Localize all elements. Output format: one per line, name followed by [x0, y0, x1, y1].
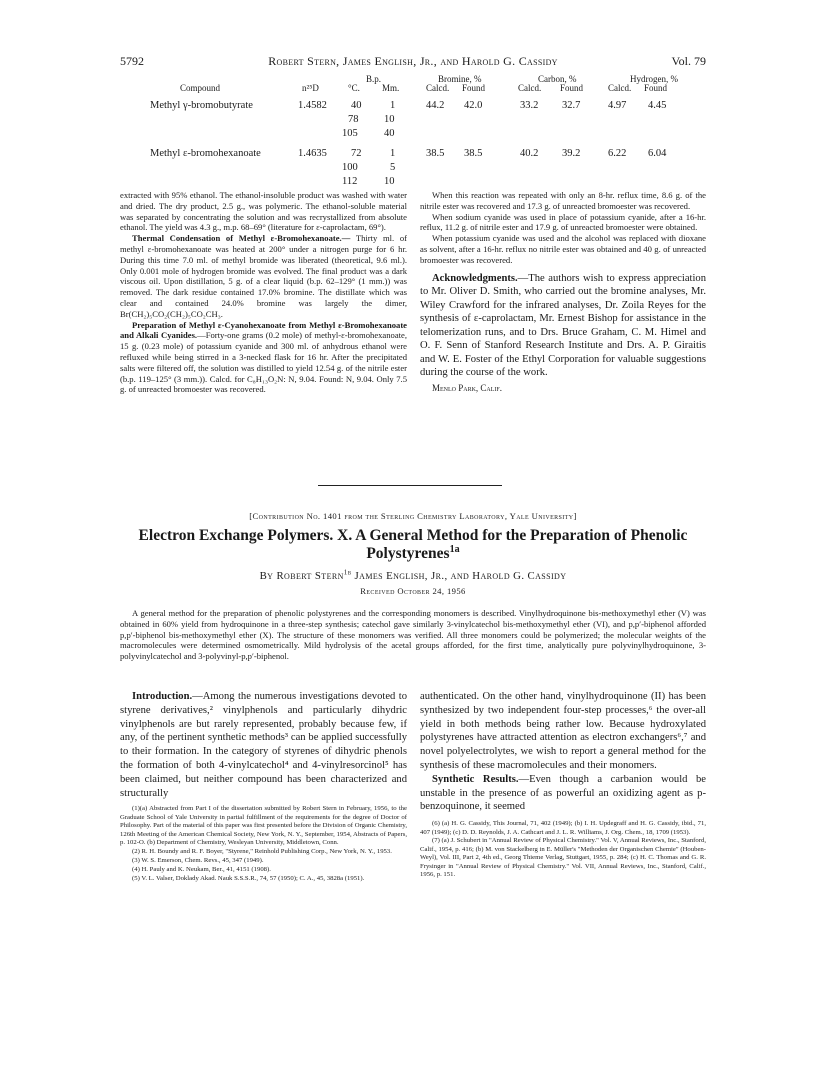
paragraph: [120, 233, 407, 319]
paragraph: authenticated. On the other hand, vinylhydroquinone (II) has been synthesized by two independent four-step processes,⁶ the over-all yield in both methods being rather low. Because hydroxylated polystyrenes have attracted attention as electron exchangers⁶,⁷ and novel polyelectrolytes, we wish to report a general method for the synthesis of these macromolecules and their monomers.: [420, 691, 706, 771]
table-head-found: Found: [644, 83, 668, 93]
footnote: (7) (a) J. Schubert in "Annual Review of Physical Chemistry." Vol. V, Annual Reviews, Inc., Stanford, Calif., 1954, p. 416; (b) M. von Stackelberg in E. Müller's "Methoden der Organischen Chemie" (Houben-Weyl), Vol. III, Part 2, 4th ed., Georg Thieme Verlag, Stuttgart, 1955, p. 284; (c) H. C. Thomas and G. R. Frysinger in "Annual Review of Physical Chemistry." Vol. VII, Annual Reviews, Inc., Stanford, Calif., 1956, p. 151.: [420, 837, 706, 879]
table-head-found: Found: [560, 83, 584, 93]
table-head-bp: B.p.: [366, 74, 382, 84]
acknowledgments: [420, 272, 706, 380]
table-cell-br-found: 38.5: [464, 148, 483, 159]
table-cell-h-calcd: 4.97: [608, 100, 627, 111]
section-heading: Introduction.: [132, 691, 193, 702]
table-head-calcd: Calcd.: [608, 83, 632, 93]
lower-left-column: [120, 690, 407, 884]
footnote-mark: 1a: [449, 543, 460, 555]
table-head-nd: n²⁵D: [302, 83, 319, 93]
running-authors: Robert Stern, James English, Jr., and Harold G. Cassidy: [268, 54, 558, 68]
table-cell-bp-temp: 112: [342, 176, 358, 187]
table-cell-bp-temp: 105: [342, 128, 358, 139]
table-cell-bp-temp: 40: [351, 100, 362, 111]
paragraph: extracted with 95% ethanol. The ethanol-insoluble product was washed with water and dried. The dry product, 2.5 g., was polymeric. The ethanol-soluble material was separated by concentrating the solution and was recrystallized from absolute ethanol. The yield was 4.3 g., m.p. 68–69° (literature for ε-caprolactam, 69°).: [120, 190, 407, 233]
table-cell-bp-mm: 40: [384, 128, 395, 139]
divider: [318, 485, 502, 486]
table-cell-c-found: 39.2: [562, 148, 581, 159]
table-cell-compound: Methyl ε-bromohexanoate: [150, 148, 261, 159]
paragraph: [120, 690, 407, 800]
byline-text: James English, Jr., and Harold G. Cassidy: [351, 570, 567, 582]
table-cell-bp-mm: 5: [390, 162, 396, 173]
table-head-degc: °C.: [348, 83, 360, 93]
table-head-mm: Mm.: [382, 83, 400, 93]
table-cell-h-calcd: 6.22: [608, 148, 627, 159]
table-head-bromine: Bromine, %: [438, 74, 482, 84]
paragraph-text: —Forty-one grams (0.2 mole) of methyl-ε-bromohexanoate, 15 g. (0.23 mole) of potassium cyanide and 300 ml. of anhydrous ethanol were refluxed while being stirred in a 3-necked flask for 16 hr. After the precipitated salts were filtered off, the solution was distilled to yield 12.54 g. of the nitrile ester (b.p. 119–125° (3 mm.)). Calcd. for C₈H₁₃O₂N: N, 9.04. Found: N, 9.04. Only 7.5 g. of unreacted bromoester was recovered.: [120, 330, 408, 395]
table-head-compound: Compound: [180, 83, 221, 93]
footnote: (3) W. S. Emerson, Chem. Revs., 45, 347 (1949).: [132, 856, 264, 864]
paragraph-text: —The authors wish to express appreciation to Mr. Oliver D. Smith, who carried out the bromine analyses, Mr. Wiley Crawford for the infrared analyses, Dr. Zoila Reyes for the synthesis of ε-caprolactam, Mr. Ernest Bishop for assistance in the telomerization runs, and to Drs. Bruce Graham, C. M. Himel and O. F. Senn of Stanford Research Institute and Drs. A. P. Giraitis and W. E. Foster of the Ethyl Corporation for valuable suggestions during the course of the work.: [420, 272, 706, 379]
section-heading: Preparation of Methyl ε-Cyanohexanoate from Methyl ε-Bromohexanoate and Alkali Cyanides.: [120, 319, 407, 341]
footnotes: [420, 820, 706, 879]
footnote: (2) R. H. Boundy and R. F. Boyer, "Styrene," Reinhold Publishing Corp., New York, N. Y., 1953.: [132, 847, 392, 855]
location: Menlo Park, Calif.: [432, 382, 503, 393]
abstract: [120, 608, 706, 662]
title-text: Polystyrenes: [366, 545, 450, 562]
table-head-carbon: Carbon, %: [538, 74, 577, 84]
table-cell-bp-mm: 10: [384, 176, 395, 187]
table-head-hydrogen: Hydrogen, %: [630, 74, 678, 84]
table-cell-compound: Methyl γ-bromobutyrate: [150, 100, 253, 111]
table-cell-bp-mm: 1: [390, 100, 396, 111]
upper-left-column: [120, 190, 407, 395]
table-cell-c-calcd: 40.2: [520, 148, 539, 159]
paragraph: When sodium cyanide was used in place of potassium cyanide, after a 16-hr. reflux, 11.2 g. of nitrile ester and 17.9 g. of unreacted bromoester were obtained.: [420, 211, 706, 233]
page-number: 5792: [120, 54, 144, 68]
footnote-mark: 1b: [343, 568, 352, 577]
footnote: (1)(a) Abstracted from Part I of the dissertation submitted by Robert Stern in February, 1956, to the Graduate School of Yale University in partial fulfillment of the requirements for the degree of Doctor of Philosophy. Part of the material of this paper was first presented before the Division of Organic Chemistry, 126th Meeting of the American Chemical Society, New York, N. Y., September, 1954, Abstracts of Papers, p. 102-O. (b) Department of Chemistry, Wesleyan University, Middletown, Conn.: [120, 805, 407, 846]
table-cell-bp-temp: 78: [348, 114, 359, 125]
table-cell-bp-temp: 72: [351, 148, 362, 159]
footnote: (6) (a) H. G. Cassidy, This Journal, 71, 402 (1949); (b) I. H. Updegraff and H. G. Cassidy, ibid., 71, 407 (1949); (c) D. D. Reynolds, J. A. Cathcart and J. L. R. Williams, J. Org. Chem., 18, 1709 (1953).: [420, 820, 706, 836]
footnote: (4) H. Pauly and K. Neukam, Ber., 41, 4151 (1908).: [132, 865, 271, 873]
table-cell-nd: 1.4635: [298, 148, 327, 159]
abstract-text: A general method for the preparation of phenolic polystyrenes and the corresponding monomers is described. Vinylhydroquinone bis-methoxymethyl ether (V) was obtained in 60% yield from hydroquinone in a three-step synthesis; catechol gave similarly 3-vinylcatechol bis-methoxymethyl ether (VI), and p,p′-biphenol afforded p,p′-biphenol bis-methoxymethyl ether (X). The structure of these monomers was verified. All three monomers could be polymerized; the molecular weights of the macromolecules were determined osmometrically. Mild hydrolysis of the acetal groups afforded, for the first time, analytically pure polyvinylhydroquinone, 3-polyvinylcatechol and 3-polyvinyl-p,p′-biphenol.: [120, 608, 706, 662]
paragraph: [120, 320, 407, 396]
paragraph: When this reaction was repeated with only an 8-hr. reflux time, 8.6 g. of the nitrile ester was recovered and 17.3 g. of unreacted bromoester was recovered.: [420, 190, 706, 211]
paragraph: When potassium cyanide was used and the alcohol was replaced with dioxane as solvent, after a 16-hr. reflux no nitrile ester was obtained and 40 g. of unreacted bromoester was recovered.: [420, 233, 706, 265]
table-head-calcd: Calcd.: [518, 83, 542, 93]
received-date: Received October 24, 1956: [360, 586, 466, 596]
table-cell-h-found: 4.45: [648, 100, 667, 111]
table-head-calcd: Calcd.: [426, 83, 450, 93]
table-cell-bp-mm: 1: [390, 148, 396, 159]
table-cell-br-calcd: 44.2: [426, 100, 445, 111]
volume-label: Vol. 79: [671, 54, 706, 68]
lower-right-column: [420, 690, 706, 880]
title-line: Electron Exchange Polymers. X. A General Method for the Preparation of Phenolic: [138, 527, 688, 544]
byline: [120, 570, 706, 582]
table-cell-br-calcd: 38.5: [426, 148, 445, 159]
table-cell-c-calcd: 33.2: [520, 100, 539, 111]
table-cell-h-found: 6.04: [648, 148, 667, 159]
table-cell-bp-mm: 10: [384, 114, 395, 125]
table-cell-bp-temp: 100: [342, 162, 358, 173]
paragraph-text: —Among the numerous investigations devoted to styrene derivatives,² vinylphenols and particularly dihydric vinylphenols are but rarely represented, probably because few, if any, of the pertinent synthetic methods³ can be applied successfully to their formation. In the category of styrenes of dihydric phenols the formation of both 4-vinylcatechol⁴ and 4-vinylresorcinol⁵ has been claimed, but neither compound has been characterized and structurally: [120, 691, 407, 799]
footnotes: [120, 805, 407, 883]
table-cell-br-found: 42.0: [464, 100, 483, 111]
footnote: (5) V. L. Valser, Doklady Akad. Nauk S.S.S.R., 74, 57 (1950); C. A., 45, 3828a (1951).: [132, 874, 365, 882]
paragraph: [420, 272, 706, 380]
contribution-line: [Contribution No. 1401 from the Sterling Chemistry Laboratory, Yale University]: [249, 511, 577, 521]
table-cell-nd: 1.4582: [298, 100, 327, 111]
table-cell-c-found: 32.7: [562, 100, 581, 111]
upper-right-column: [420, 190, 706, 393]
section-heading: Acknowledgments.: [432, 272, 518, 284]
paragraph: [420, 773, 706, 814]
byline-text: By Robert Stern: [259, 570, 344, 582]
paragraph-text: —Even though a carbanion would be unstable in the presence of as powerful an oxidizing agent as p-benzoquinone, it seemed: [420, 773, 706, 813]
section-heading: Synthetic Results.: [432, 773, 519, 785]
section-heading: Thermal Condensation of Methyl ε-Bromohexanoate.—: [132, 233, 351, 244]
title-line: [120, 545, 706, 563]
table-head-found: Found: [462, 83, 486, 93]
paragraph-text: Thirty ml. of methyl ε-bromohexanoate was heated at 200° under a nitrogen purge for 6 hr. During this time 7.0 ml. of methyl bromide was liberated (theoretical, 9.6 ml.). Only 0.001 mole of hydrogen bromide was evolved. The final product was a dark viscous oil. Upon distillation, 5 g. of a clear liquid (b.p. 62–129° (1 mm.)) was removed. The dark residue contained 17.0% bromine. The distillate which was clear and contained 24.0% bromine was largely the dimer, Br(CH₂)₅CO₂(CH₂)₅CO₂CH₃.: [120, 233, 408, 319]
article-title: [120, 527, 706, 563]
